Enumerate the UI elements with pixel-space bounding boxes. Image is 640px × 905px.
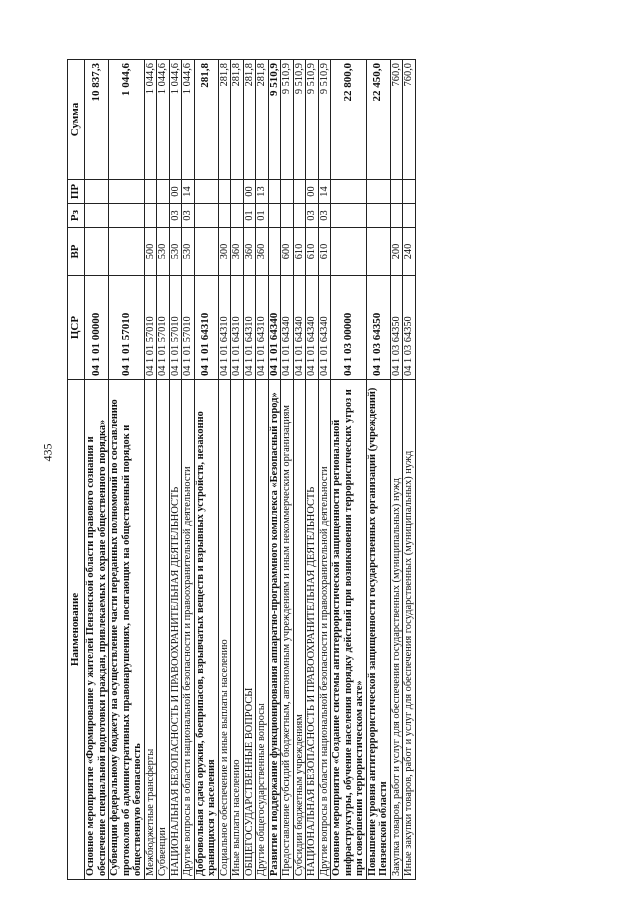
cell-rz: 03	[169, 204, 182, 228]
cell-rz: 03	[306, 204, 319, 228]
cell-name: Межбюджетные трансферты	[144, 380, 157, 880]
cell-sum: 1 044,6	[144, 60, 157, 180]
cell-vr	[109, 228, 145, 276]
cell-sum: 281,8	[194, 60, 218, 180]
table-row	[318, 60, 331, 880]
cell-pr	[390, 180, 403, 204]
cell-vr: 360	[243, 228, 256, 276]
cell-sum: 22 450,0	[366, 60, 390, 180]
cell-name: Повышение уровня антитеррористической защищенности государственных организаций (учреждений) Пензенской области	[366, 380, 390, 880]
table-row	[182, 60, 195, 880]
cell-vr	[331, 228, 367, 276]
rotated-page-content	[67, 60, 607, 880]
cell-name: Основное мероприятие «Формирование у жителей Пензенской области правового сознания и обеспечение специальной подготовки граждан, привлекаемых к охране общественного порядка»	[85, 380, 109, 880]
cell-rz: 03	[318, 204, 331, 228]
cell-pr: 14	[182, 180, 195, 204]
cell-rz	[281, 204, 294, 228]
cell-rz	[218, 204, 231, 228]
cell-sum: 281,8	[218, 60, 231, 180]
cell-sum: 281,8	[231, 60, 244, 180]
cell-name: Другие вопросы в области национальной безопасности и правоохранительной деятельности	[318, 380, 331, 880]
cell-name: Социальное обеспечение и иные выплаты населению	[218, 380, 231, 880]
cell-csr: 04 1 03 64350	[390, 276, 403, 380]
cell-csr: 04 1 01 57010	[144, 276, 157, 380]
header-pr: ПР	[68, 180, 85, 204]
cell-name: Субвенции	[157, 380, 170, 880]
cell-rz: 01	[243, 204, 256, 228]
cell-csr: 04 1 01 64310	[243, 276, 256, 380]
table-row	[169, 60, 182, 880]
cell-csr: 04 1 01 64340	[293, 276, 306, 380]
cell-name: Другие вопросы в области национальной безопасности и правоохранительной деятельности	[182, 380, 195, 880]
cell-csr: 04 1 01 64310	[218, 276, 231, 380]
cell-sum: 9 510,9	[281, 60, 294, 180]
cell-sum: 1 044,6	[182, 60, 195, 180]
cell-sum: 281,8	[243, 60, 256, 180]
cell-csr: 04 1 03 00000	[331, 276, 367, 380]
cell-name: Иные закупки товаров, работ и услуг для обеспечения государственных (муниципальных) нужд	[403, 380, 416, 880]
cell-pr: 00	[169, 180, 182, 204]
cell-csr: 04 1 01 64340	[306, 276, 319, 380]
cell-pr	[231, 180, 244, 204]
cell-name: Закупка товаров, работ и услуг для обеспечения государственных (муниципальных) нужд	[390, 380, 403, 880]
cell-pr	[85, 180, 109, 204]
budget-table	[67, 59, 416, 880]
table-row	[366, 60, 390, 880]
cell-sum: 10 837,3	[85, 60, 109, 180]
cell-sum: 9 510,9	[318, 60, 331, 180]
cell-rz: 03	[182, 204, 195, 228]
cell-rz	[85, 204, 109, 228]
cell-pr	[403, 180, 416, 204]
cell-sum: 1 044,6	[169, 60, 182, 180]
cell-rz	[268, 204, 281, 228]
cell-vr	[194, 228, 218, 276]
cell-csr: 04 1 01 64340	[318, 276, 331, 380]
cell-pr: 00	[243, 180, 256, 204]
cell-name: НАЦИОНАЛЬНАЯ БЕЗОПАСНОСТЬ И ПРАВООХРАНИТЕЛЬНАЯ ДЕЯТЕЛЬНОСТЬ	[169, 380, 182, 880]
cell-pr	[281, 180, 294, 204]
cell-vr	[268, 228, 281, 276]
cell-pr	[293, 180, 306, 204]
cell-vr: 610	[318, 228, 331, 276]
cell-csr: 04 1 01 00000	[85, 276, 109, 380]
cell-rz: 01	[256, 204, 269, 228]
cell-vr: 360	[231, 228, 244, 276]
table-row	[256, 60, 269, 880]
cell-csr: 04 1 01 57010	[157, 276, 170, 380]
cell-vr: 530	[169, 228, 182, 276]
cell-sum: 281,8	[256, 60, 269, 180]
table-row	[194, 60, 218, 880]
cell-vr: 610	[293, 228, 306, 276]
cell-sum: 22 800,0	[331, 60, 367, 180]
cell-name: Основное мероприятие «Создание системы антитеррористической защищенности региональной инфраструктуры, обучение населения порядку действий при возникновении террористических угроз и при совершении террористическом акте»	[331, 380, 367, 880]
cell-pr	[331, 180, 367, 204]
cell-name: Иные выплаты населению	[231, 380, 244, 880]
cell-vr: 500	[144, 228, 157, 276]
cell-rz	[403, 204, 416, 228]
cell-name: ОБЩЕГОСУДАРСТВЕННЫЕ ВОПРОСЫ	[243, 380, 256, 880]
cell-sum: 1 044,6	[109, 60, 145, 180]
cell-pr	[268, 180, 281, 204]
table-row	[109, 60, 145, 880]
cell-pr	[194, 180, 218, 204]
header-sum: Сумма	[68, 60, 85, 180]
table-row	[293, 60, 306, 880]
cell-pr	[109, 180, 145, 204]
cell-sum: 9 510,9	[293, 60, 306, 180]
cell-name: Субвенции федеральному бюджету на осуществление части переданных полномочий по составлению протоколов об административных правонарушениях, посягающих на общественный порядок и общественную безопасность	[109, 380, 145, 880]
cell-csr: 04 1 01 64310	[231, 276, 244, 380]
cell-csr: 04 1 01 57010	[169, 276, 182, 380]
cell-vr: 600	[281, 228, 294, 276]
cell-name: Предоставление субсидий бюджетным, автономным учреждениям и иным некоммерческим организациям	[281, 380, 294, 880]
cell-rz	[194, 204, 218, 228]
cell-rz	[293, 204, 306, 228]
header-rz: Рз	[68, 204, 85, 228]
table-row	[390, 60, 403, 880]
cell-vr: 200	[390, 228, 403, 276]
cell-sum: 9 510,9	[268, 60, 281, 180]
cell-pr	[157, 180, 170, 204]
cell-vr: 360	[256, 228, 269, 276]
cell-csr: 04 1 01 64340	[281, 276, 294, 380]
cell-name: Другие общегосударственные вопросы	[256, 380, 269, 880]
cell-csr: 04 1 01 57010	[109, 276, 145, 380]
table-row	[243, 60, 256, 880]
cell-pr	[366, 180, 390, 204]
header-vr: ВР	[68, 228, 85, 276]
cell-pr	[218, 180, 231, 204]
cell-vr: 530	[157, 228, 170, 276]
cell-vr: 240	[403, 228, 416, 276]
cell-csr: 04 1 03 64350	[366, 276, 390, 380]
table-row	[403, 60, 416, 880]
page-number: 435	[40, 443, 55, 462]
table-row	[157, 60, 170, 880]
cell-csr: 04 1 01 64310	[194, 276, 218, 380]
cell-name: Добровольная сдача оружия, боеприпасов, взрывчатых веществ и взрывных устройств, незаконно хранящихся у населения	[194, 380, 218, 880]
cell-pr	[144, 180, 157, 204]
cell-vr: 300	[218, 228, 231, 276]
cell-csr: 04 1 01 64310	[256, 276, 269, 380]
cell-csr: 04 1 01 57010	[182, 276, 195, 380]
table-row	[306, 60, 319, 880]
cell-rz	[366, 204, 390, 228]
cell-rz	[144, 204, 157, 228]
cell-name: Развитие и поддержание функционирования аппаратно-программного комплекса «Безопасный город»	[268, 380, 281, 880]
cell-vr	[366, 228, 390, 276]
table-row	[268, 60, 281, 880]
table-row	[144, 60, 157, 880]
cell-rz	[390, 204, 403, 228]
cell-vr: 610	[306, 228, 319, 276]
table-body	[85, 60, 416, 880]
cell-sum: 760,0	[390, 60, 403, 180]
cell-rz	[157, 204, 170, 228]
cell-sum: 9 510,9	[306, 60, 319, 180]
cell-rz	[331, 204, 367, 228]
cell-rz	[231, 204, 244, 228]
cell-pr: 00	[306, 180, 319, 204]
cell-sum: 1 044,6	[157, 60, 170, 180]
cell-vr	[85, 228, 109, 276]
table-row	[231, 60, 244, 880]
table-header-row	[68, 60, 85, 880]
cell-csr: 04 1 01 64340	[268, 276, 281, 380]
cell-name: НАЦИОНАЛЬНАЯ БЕЗОПАСНОСТЬ И ПРАВООХРАНИТЕЛЬНАЯ ДЕЯТЕЛЬНОСТЬ	[306, 380, 319, 880]
table-row	[331, 60, 367, 880]
cell-sum: 760,0	[403, 60, 416, 180]
cell-pr: 13	[256, 180, 269, 204]
cell-csr: 04 1 03 64350	[403, 276, 416, 380]
cell-rz	[109, 204, 145, 228]
cell-name: Субсидии бюджетным учреждениям	[293, 380, 306, 880]
table-row	[218, 60, 231, 880]
header-name: Наименование	[68, 380, 85, 880]
table-row	[281, 60, 294, 880]
table-row	[85, 60, 109, 880]
cell-pr: 14	[318, 180, 331, 204]
header-csr: ЦСР	[68, 276, 85, 380]
cell-vr: 530	[182, 228, 195, 276]
